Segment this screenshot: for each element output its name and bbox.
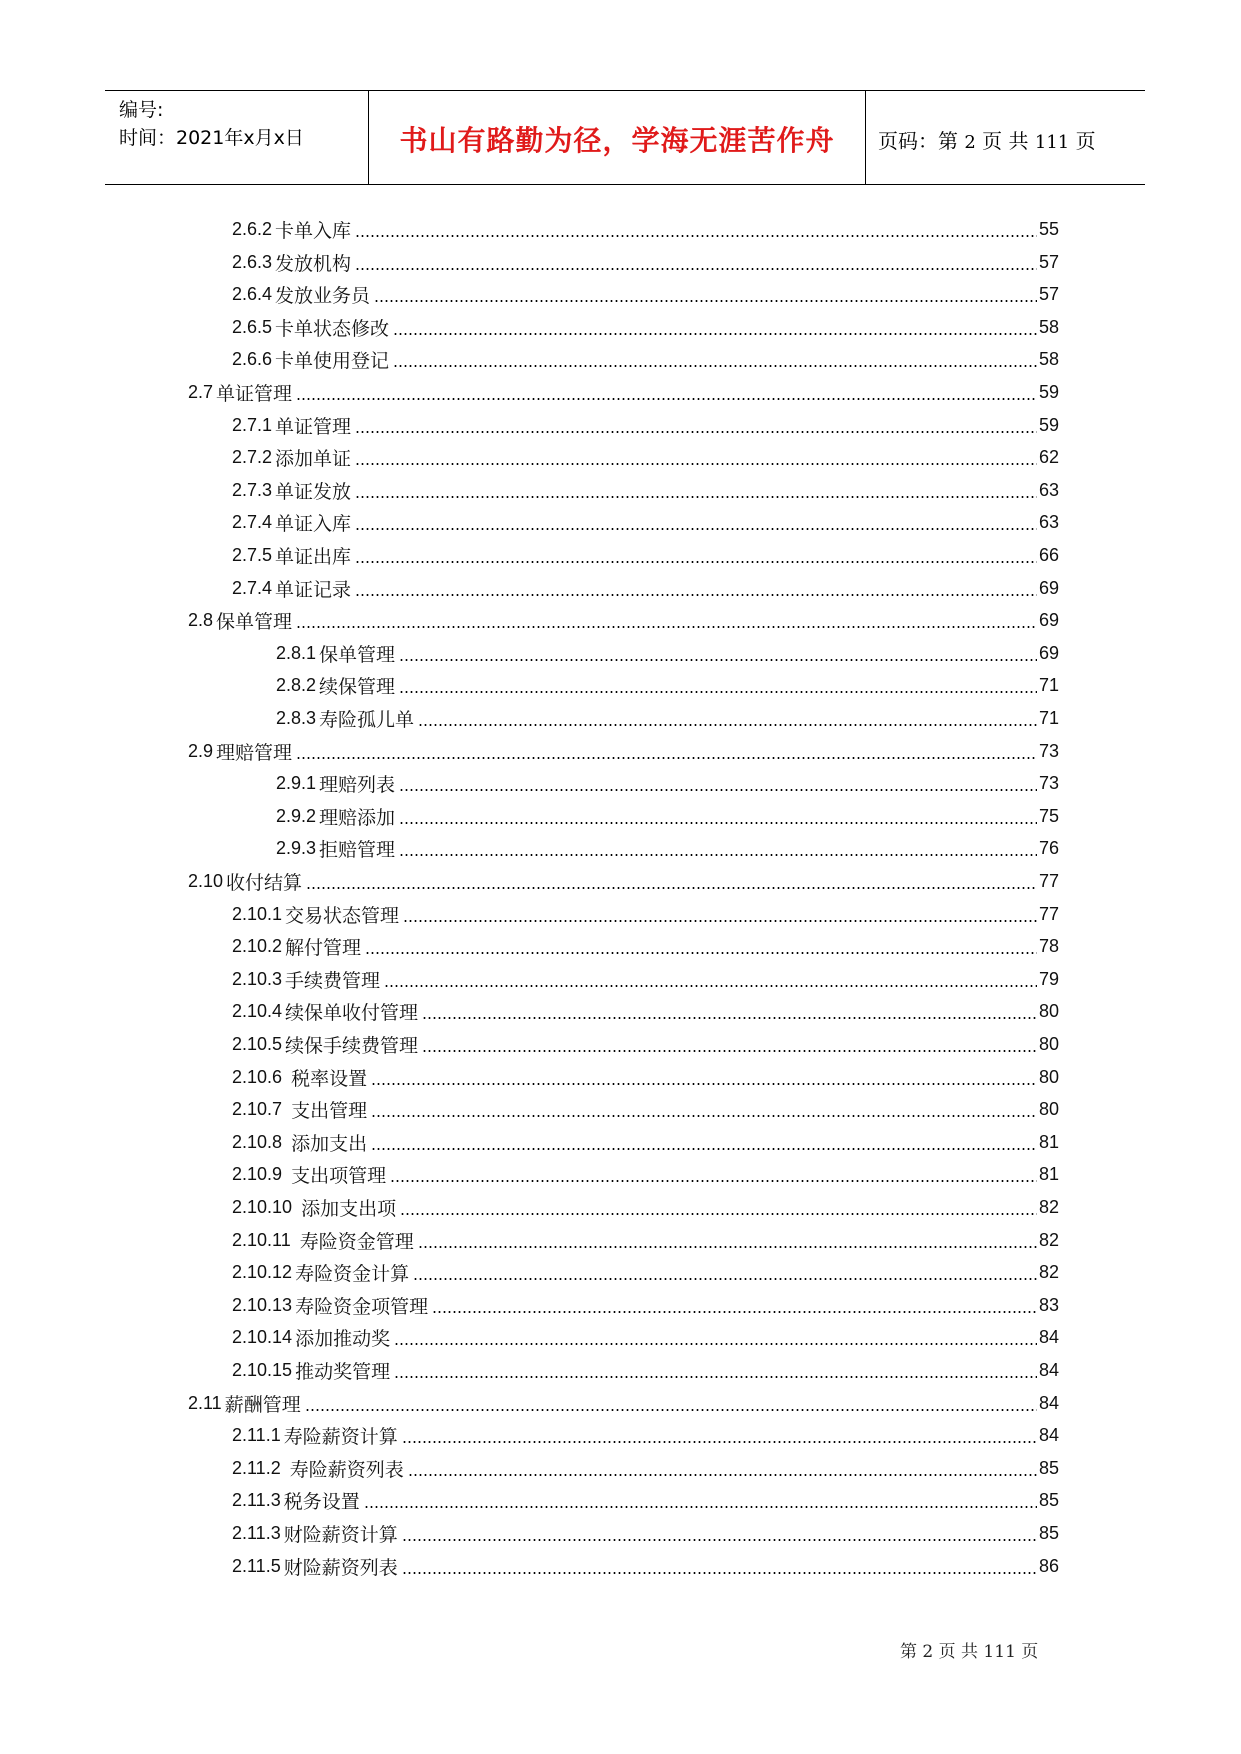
toc-entry-page: 71 [1038,675,1059,695]
toc-entry-title: 单证管理 [275,416,352,438]
toc-entry[interactable] [232,1191,1059,1224]
toc-entry[interactable] [232,1289,1059,1322]
toc-entry[interactable] [276,669,1059,702]
toc-entry-title: 续保管理 [319,676,396,698]
toc-entry-number: 2.10.1 [232,904,283,924]
toc-dot-leader [355,487,1037,499]
toc-entry-number: 2.7.5 [232,545,273,565]
toc-entry-number: 2.10.2 [232,936,283,956]
toc-entry-title: 续保单收付管理 [285,1002,419,1024]
toc-dot-leader [400,1204,1037,1216]
toc-dot-leader [355,422,1037,434]
toc-dot-leader [418,1237,1037,1249]
toc-dot-leader [355,226,1037,238]
toc-entry-title: 薪酬管理 [224,1394,301,1416]
toc-dot-leader [403,911,1037,923]
toc-entry-number: 2.11.1 [232,1425,281,1445]
toc-entry[interactable] [232,246,1059,279]
toc-entry-number: 2.11.5 [232,1556,281,1576]
toc-dot-leader [355,552,1037,564]
toc-entry-title: 财险薪资计算 [283,1524,398,1546]
toc-dot-leader [413,1269,1037,1281]
toc-entry-title: 保单管理 [216,611,293,633]
toc-entry-title: 保单管理 [319,644,396,666]
toc-dot-leader [374,291,1037,303]
header-right-cell [866,91,1145,184]
toc-entry-number: 2.6.2 [232,219,273,239]
toc-entry[interactable] [232,898,1059,931]
toc-entry-title: 发放业务员 [275,285,371,307]
toc-dot-leader [402,1563,1037,1575]
toc-entry-number: 2.10.9 [232,1164,283,1184]
toc-entry-number: 2.11.3 [232,1490,281,1510]
toc-entry-number: 2.10.13 [232,1295,293,1315]
toc-entry-page: 81 [1038,1164,1059,1184]
toc-entry-title: 添加支出项 [295,1198,397,1220]
toc-dot-leader [399,650,1037,662]
toc-entry-number: 2.11.2 [232,1458,281,1478]
toc-entry-page: 71 [1038,708,1059,728]
toc-entry[interactable] [232,343,1059,376]
toc-dot-leader [364,1497,1037,1509]
toc-entry-page: 58 [1038,349,1059,369]
toc-entry-title: 添加单证 [275,448,352,470]
page-info-current: 2 [964,132,976,153]
toc-entry-number: 2.10.10 [232,1197,293,1217]
toc-entry-number: 2.6.3 [232,252,273,272]
toc-entry-title: 支出项管理 [285,1165,387,1187]
toc-entry-number: 2.6.4 [232,284,273,304]
toc-entry-page: 59 [1038,382,1059,402]
toc-dot-leader [422,1008,1037,1020]
toc-entry[interactable] [188,735,1059,768]
toc-dot-leader [393,356,1037,368]
toc-entry-number: 2.8.2 [276,675,317,695]
page-info-prefix: 页码：第 [878,129,958,153]
toc-entry-page: 59 [1038,415,1059,435]
toc-dot-leader [296,617,1037,629]
toc-entry[interactable] [232,474,1059,507]
header-left-cell [105,91,369,184]
toc-entry-title: 支出管理 [285,1100,368,1122]
toc-entry[interactable] [232,1256,1059,1289]
toc-entry-page: 84 [1038,1360,1059,1380]
toc-entry-number: 2.9.3 [276,838,317,858]
toc-entry-number: 2.8 [188,610,214,630]
toc-entry-number: 2.10.7 [232,1099,283,1119]
toc-entry-title: 收付结算 [226,872,303,894]
toc-entry-page: 69 [1038,643,1059,663]
toc-entry-number: 2.10 [188,871,224,891]
toc-dot-leader [393,324,1037,336]
toc-dot-leader [390,1171,1037,1183]
toc-entry[interactable] [232,311,1059,344]
toc-entry[interactable] [232,506,1059,539]
toc-entry-number: 2.9.1 [276,773,317,793]
toc-entry-page: 77 [1038,871,1059,891]
toc-dot-leader [371,1074,1037,1086]
toc-entry-title: 单证发放 [275,481,352,503]
toc-entry-title: 理赔列表 [319,774,396,796]
toc-entry-page: 69 [1038,578,1059,598]
toc-dot-leader [402,1530,1037,1542]
toc-entry-page: 78 [1038,936,1059,956]
toc-entry[interactable] [276,832,1059,865]
toc-entry-number: 2.9.2 [276,806,317,826]
toc-dot-leader [418,715,1037,727]
toc-entry[interactable] [188,604,1059,637]
toc-entry[interactable] [232,1224,1059,1257]
toc-entry-number: 2.10.4 [232,1001,283,1021]
toc-entry-number: 2.10.11 [232,1230,291,1250]
toc-entry[interactable] [232,1093,1059,1126]
toc-entry-number: 2.8.3 [276,708,317,728]
toc-entry-title: 单证管理 [216,383,293,405]
toc-entry[interactable] [188,1387,1059,1420]
toc-entry-page: 57 [1038,284,1059,304]
toc-entry-title: 手续费管理 [285,970,381,992]
toc-entry[interactable] [232,1028,1059,1061]
toc-entry-page: 57 [1038,252,1059,272]
toc-entry-page: 81 [1038,1132,1059,1152]
toc-entry-page: 79 [1038,969,1059,989]
page-header [105,90,1145,185]
toc-dot-leader [422,1041,1037,1053]
toc-entry-title: 交易状态管理 [285,905,400,927]
toc-entry-page: 85 [1038,1458,1059,1478]
toc-entry-title: 理赔管理 [216,742,293,764]
toc-entry-title: 发放机构 [275,253,352,275]
toc-entry-number: 2.10.5 [232,1034,283,1054]
toc-entry[interactable] [276,767,1059,800]
toc-entry-title: 税率设置 [285,1068,368,1090]
toc-dot-leader [399,780,1037,792]
toc-entry-number: 2.10.14 [232,1327,293,1347]
toc-entry-page: 63 [1038,480,1059,500]
header-motto: 书山有路勤为径，学海无涯苦作舟 [399,124,835,157]
toc-entry-number: 2.7 [188,382,214,402]
toc-entry-page: 86 [1038,1556,1059,1576]
toc-entry-page: 80 [1038,1034,1059,1054]
toc-entry-number: 2.10.15 [232,1360,293,1380]
toc-entry-title: 单证出库 [275,546,352,568]
toc-entry-title: 卡单使用登记 [275,350,390,372]
toc-entry[interactable] [232,213,1059,246]
toc-dot-leader [355,519,1037,531]
toc-entry-title: 寿险资金项管理 [295,1296,429,1318]
toc-entry-number: 2.9 [188,741,214,761]
toc-entry[interactable] [276,702,1059,735]
toc-entry-page: 84 [1038,1393,1059,1413]
toc-entry[interactable] [188,865,1059,898]
toc-dot-leader [399,682,1037,694]
toc-entry-page: 83 [1038,1295,1059,1315]
toc-entry[interactable] [232,1126,1059,1159]
toc-entry-title: 续保手续费管理 [285,1035,419,1057]
toc-entry-title: 理赔添加 [319,807,396,829]
toc-entry-page: 85 [1038,1490,1059,1510]
toc-entry[interactable] [232,1550,1059,1583]
toc-entry-title: 寿险资金管理 [293,1231,414,1253]
toc-entry[interactable] [232,1517,1059,1550]
toc-entry-page: 73 [1038,773,1059,793]
page-info-total: 111 [1034,132,1070,153]
toc-entry[interactable] [232,409,1059,442]
toc-entry-title: 寿险孤儿单 [319,709,415,731]
toc-entry[interactable] [232,278,1059,311]
toc-entry-page: 55 [1038,219,1059,239]
toc-entry-number: 2.10.8 [232,1132,283,1152]
toc-dot-leader [306,878,1037,890]
page-info-mid: 页 共 [982,129,1029,153]
toc-entry-number: 2.7.4 [232,578,273,598]
toc-entry-number: 2.6.6 [232,349,273,369]
toc-entry-page: 80 [1038,1001,1059,1021]
page-footer: 第 2 页 共 111 页 [900,1642,1039,1662]
toc-entry[interactable] [232,963,1059,996]
toc-entry[interactable] [188,376,1059,409]
toc-dot-leader [408,1465,1037,1477]
toc-entry-page: 63 [1038,512,1059,532]
toc-dot-leader [371,1139,1037,1151]
toc-dot-leader [394,1367,1037,1379]
toc-entry-page: 75 [1038,806,1059,826]
toc-dot-leader [365,943,1037,955]
toc-entry[interactable] [232,441,1059,474]
toc-entry-number: 2.11.3 [232,1523,281,1543]
toc-entry-page: 69 [1038,610,1059,630]
toc-dot-leader [355,585,1037,597]
toc-entry-page: 85 [1038,1523,1059,1543]
toc-dot-leader [399,845,1037,857]
toc-entry-number: 2.10.12 [232,1262,293,1282]
toc-entry-page: 62 [1038,447,1059,467]
toc-entry-number: 2.11 [188,1393,222,1413]
toc-entry-page: 84 [1038,1425,1059,1445]
toc-entry[interactable] [232,1419,1059,1452]
toc-entry-title: 添加推动奖 [295,1328,391,1350]
toc-entry-title: 解付管理 [285,937,362,959]
toc-dot-leader [402,1432,1037,1444]
toc-entry[interactable] [232,572,1059,605]
toc-entry-number: 2.6.5 [232,317,273,337]
header-page-info [878,125,1096,154]
toc-dot-leader [305,1400,1037,1412]
toc-entry-page: 80 [1038,1067,1059,1087]
toc-entry-title: 税务设置 [283,1491,360,1513]
toc-dot-leader [384,976,1037,988]
toc-entry[interactable] [232,1452,1059,1485]
toc-entry-number: 2.8.1 [276,643,317,663]
toc-entry-page: 82 [1038,1230,1059,1250]
toc-dot-leader [394,1334,1037,1346]
toc-dot-leader [355,259,1037,271]
toc-entry-number: 2.10.6 [232,1067,283,1087]
toc-entry[interactable] [232,930,1059,963]
toc-entry-page: 66 [1038,545,1059,565]
toc-entry-number: 2.7.1 [232,415,273,435]
toc-entry-page: 76 [1038,838,1059,858]
toc-dot-leader [355,454,1037,466]
serial-label: 编号: [119,99,164,121]
toc-entry-page: 80 [1038,1099,1059,1119]
toc-entry-title: 添加支出 [285,1133,368,1155]
toc-entry-title: 寿险薪资计算 [283,1426,398,1448]
toc-entry-title: 单证记录 [275,579,352,601]
toc-entry-page: 84 [1038,1327,1059,1347]
page-info-suffix: 页 [1075,129,1096,153]
toc-entry[interactable] [232,1158,1059,1191]
toc-entry-number: 2.10.3 [232,969,283,989]
toc-entry-title: 拒赔管理 [319,839,396,861]
toc-entry-page: 82 [1038,1197,1059,1217]
toc-entry[interactable] [232,1354,1059,1387]
toc-entry-page: 58 [1038,317,1059,337]
toc-entry[interactable] [232,1484,1059,1517]
toc-entry-title: 推动奖管理 [295,1361,391,1383]
toc-entry[interactable] [232,1321,1059,1354]
toc-entry-page: 77 [1038,904,1059,924]
toc-dot-leader [432,1302,1037,1314]
toc-entry[interactable] [276,800,1059,833]
time-label: 时间：2021年x月x日 [119,127,304,149]
header-middle-cell [369,91,866,184]
toc-entry-page: 82 [1038,1262,1059,1282]
toc-entry[interactable] [232,1061,1059,1094]
toc-entry-title: 财险薪资列表 [283,1557,398,1579]
toc-entry-title: 单证入库 [275,513,352,535]
toc-entry[interactable] [232,539,1059,572]
toc-dot-leader [399,813,1037,825]
toc-dot-leader [371,1106,1037,1118]
toc-entry-title: 卡单入库 [275,220,352,242]
toc-dot-leader [296,748,1037,760]
toc-entry-title: 寿险薪资列表 [283,1459,404,1481]
toc-dot-leader [296,389,1037,401]
toc-entry-number: 2.7.4 [232,512,273,532]
toc-entry[interactable] [232,995,1059,1028]
toc-entry-title: 卡单状态修改 [275,318,390,340]
toc-entry-number: 2.7.3 [232,480,273,500]
toc-entry-title: 寿险资金计算 [295,1263,410,1285]
toc-entry[interactable] [276,637,1059,670]
toc-entry-page: 73 [1038,741,1059,761]
toc-entry-number: 2.7.2 [232,447,273,467]
